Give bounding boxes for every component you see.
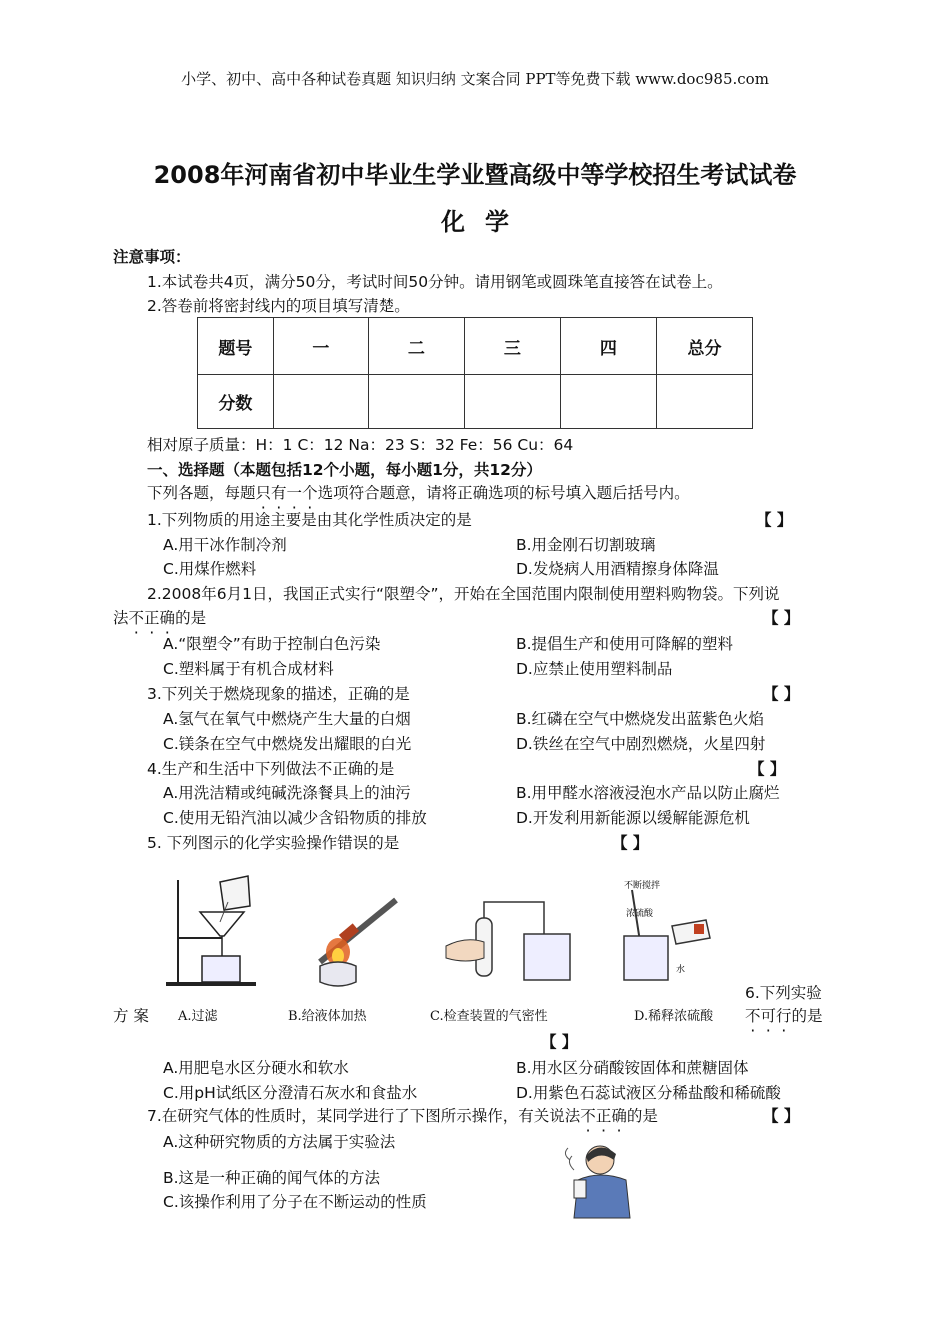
airtightness-figure xyxy=(440,888,580,988)
note-item-1: 1.本试卷共4页，满分50分，考试时间50分钟。请用钢笔或圆珠笔直接答在试卷上。 xyxy=(147,273,723,291)
q6-stem-b xyxy=(745,1004,823,1026)
score-input-cell[interactable] xyxy=(560,375,656,429)
q6-option-c: C.用pH试纸区分澄清石灰水和食盐水 xyxy=(163,1084,418,1102)
instruction-text: 下列各题，每题 xyxy=(147,484,256,502)
q7-emphasis: 不正确 xyxy=(580,1107,627,1125)
q7-option-a: A.这种研究物质的方法属于实验法 xyxy=(163,1133,396,1151)
score-input-cell[interactable] xyxy=(464,375,560,429)
q4-option-a: A.用洗洁精或纯碱洗涤餐具上的油污 xyxy=(163,784,411,802)
q1-option-c: C.用煤作燃料 xyxy=(163,560,257,578)
q1-stem: 1.下列物质的用途主要是由其化学性质决定的是 xyxy=(147,511,472,529)
notes-heading: 注意事项： xyxy=(113,248,191,266)
q7-stem xyxy=(147,1104,658,1126)
q3-option-d: D.铁丝在空气中剧烈燃烧，火星四射 xyxy=(516,735,766,753)
q6-stem-b-pre: 方 案 xyxy=(113,1007,149,1025)
answer-bracket[interactable]: 【 】 xyxy=(763,685,800,703)
filtration-figure xyxy=(160,872,260,992)
q6-option-b: B.用水区分硝酸铵固体和蔗糖固体 xyxy=(516,1059,749,1077)
figure-caption-a: A.过滤 xyxy=(178,1009,218,1024)
q7-stem-text: 的是 xyxy=(626,1107,658,1125)
heating-figure xyxy=(300,882,410,992)
q6-stem-a: 6.下列实验 xyxy=(745,984,822,1002)
figure-caption-c: C.检查装置的气密性 xyxy=(430,1009,548,1024)
subject-title xyxy=(0,202,950,237)
q2-stem-text: 法 xyxy=(113,609,129,627)
instruction-text: 选项符合题意，请将正确选项的标号填入题后括号内。 xyxy=(317,484,690,502)
answer-bracket[interactable]: 【 】 xyxy=(756,511,793,529)
score-header-cell: 一 xyxy=(273,318,368,375)
score-header-cell: 总分 xyxy=(656,318,752,375)
q2-option-a: A.“限塑令”有助于控制白色污染 xyxy=(163,635,381,653)
q2-stem-line2 xyxy=(113,606,206,628)
q2-stem-text: 的是 xyxy=(175,609,207,627)
q6-emphasis: 不可行 xyxy=(745,1007,792,1025)
answer-bracket[interactable]: 【 】 xyxy=(763,609,800,627)
q6-option-a: A.用肥皂水区分硬水和软水 xyxy=(163,1059,349,1077)
q4-option-b: B.用甲醛水溶液浸泡水产品以防止腐烂 xyxy=(516,784,780,802)
q4-stem: 4.生产和生活中下列做法不正确的是 xyxy=(147,760,395,778)
site-header: 小学、初中、高中各种试卷真题 知识归纳 文案合同 PPT等免费下载 www.doc985.com xyxy=(181,70,769,88)
figure-label-water: 水 xyxy=(676,965,686,975)
note-item-2: 2.答卷前将密封线内的项目填写清楚。 xyxy=(147,297,410,315)
answer-bracket[interactable]: 【 】 xyxy=(541,1033,578,1051)
subject-char-2: 学 xyxy=(485,208,509,236)
section-heading: 一、选择题（本题包括12个小题，每小题1分，共12分） xyxy=(147,461,542,479)
instruction-emphasis: 只有一个 xyxy=(255,484,318,502)
section-instruction xyxy=(147,481,690,503)
score-header-cell: 四 xyxy=(560,318,656,375)
q7-option-b: B.这是一种正确的闻气体的方法 xyxy=(163,1169,381,1187)
score-row-label: 分数 xyxy=(198,375,274,429)
q1-option-a: A.用干冰作制冷剂 xyxy=(163,536,287,554)
figure-label-stir: 不断搅拌 xyxy=(624,881,661,891)
atomic-mass-line: 相对原子质量：H：1 C：12 Na：23 S：32 Fe：56 Cu：64 xyxy=(147,436,574,454)
figure-label-acid: 浓硫酸 xyxy=(626,909,654,919)
subject-char-1: 化 xyxy=(441,208,465,236)
student-smelling-figure xyxy=(560,1140,650,1220)
q6-stem-text: 的是 xyxy=(791,1007,823,1025)
figure-caption-b: B.给液体加热 xyxy=(288,1009,367,1024)
q2-option-c: C.塑料属于有机合成材料 xyxy=(163,660,334,678)
q4-option-d: D.开发利用新能源以缓解能源危机 xyxy=(516,809,750,827)
score-header-cell: 题号 xyxy=(198,318,274,375)
q1-option-b: B.用金刚石切割玻璃 xyxy=(516,536,656,554)
q2-stem-line1: 2.2008年6月1日，我国正式实行“限塑令”，开始在全国范围内限制使用塑料购物袋。下列说 xyxy=(147,585,780,603)
score-header-cell: 二 xyxy=(368,318,464,375)
score-input-cell[interactable] xyxy=(368,375,464,429)
q3-option-b: B.红磷在空气中燃烧发出蓝紫色火焰 xyxy=(516,710,765,728)
score-input-cell[interactable] xyxy=(273,375,368,429)
answer-bracket[interactable]: 【 】 xyxy=(749,760,786,778)
dilution-figure xyxy=(612,876,722,986)
score-input-cell[interactable] xyxy=(656,375,752,429)
q3-option-a: A.氢气在氧气中燃烧产生大量的白烟 xyxy=(163,710,411,728)
q3-option-c: C.镁条在空气中燃烧发出耀眼的白光 xyxy=(163,735,412,753)
q4-option-c: C.使用无铅汽油以减少含铅物质的排放 xyxy=(163,809,427,827)
q6-option-d: D.用紫色石蕊试液区分稀盐酸和稀硫酸 xyxy=(516,1084,781,1102)
q3-stem: 3.下列关于燃烧现象的描述，正确的是 xyxy=(147,685,410,703)
q5-stem: 5. 下列图示的化学实验操作错误的是 xyxy=(147,834,400,852)
q2-option-b: B.提倡生产和使用可降解的塑料 xyxy=(516,635,734,653)
exam-title: 2008年河南省初中毕业生学业暨高级中等学校招生考试试卷 xyxy=(153,161,797,189)
figure-caption-d: D.稀释浓硫酸 xyxy=(634,1009,714,1024)
answer-bracket[interactable]: 【 】 xyxy=(612,834,649,852)
q2-emphasis: 不正确 xyxy=(128,609,176,627)
answer-bracket[interactable]: 【 】 xyxy=(763,1107,800,1125)
q2-option-d: D.应禁止使用塑料制品 xyxy=(516,660,673,678)
q1-option-d: D.发烧病人用酒精擦身体降温 xyxy=(516,560,719,578)
score-header-cell: 三 xyxy=(464,318,560,375)
score-table xyxy=(197,317,753,429)
q7-option-c: C.该操作利用了分子在不断运动的性质 xyxy=(163,1193,427,1211)
q7-stem-text: 7.在研究气体的性质时，某同学进行了下图所示操作，有关说法 xyxy=(147,1107,581,1125)
